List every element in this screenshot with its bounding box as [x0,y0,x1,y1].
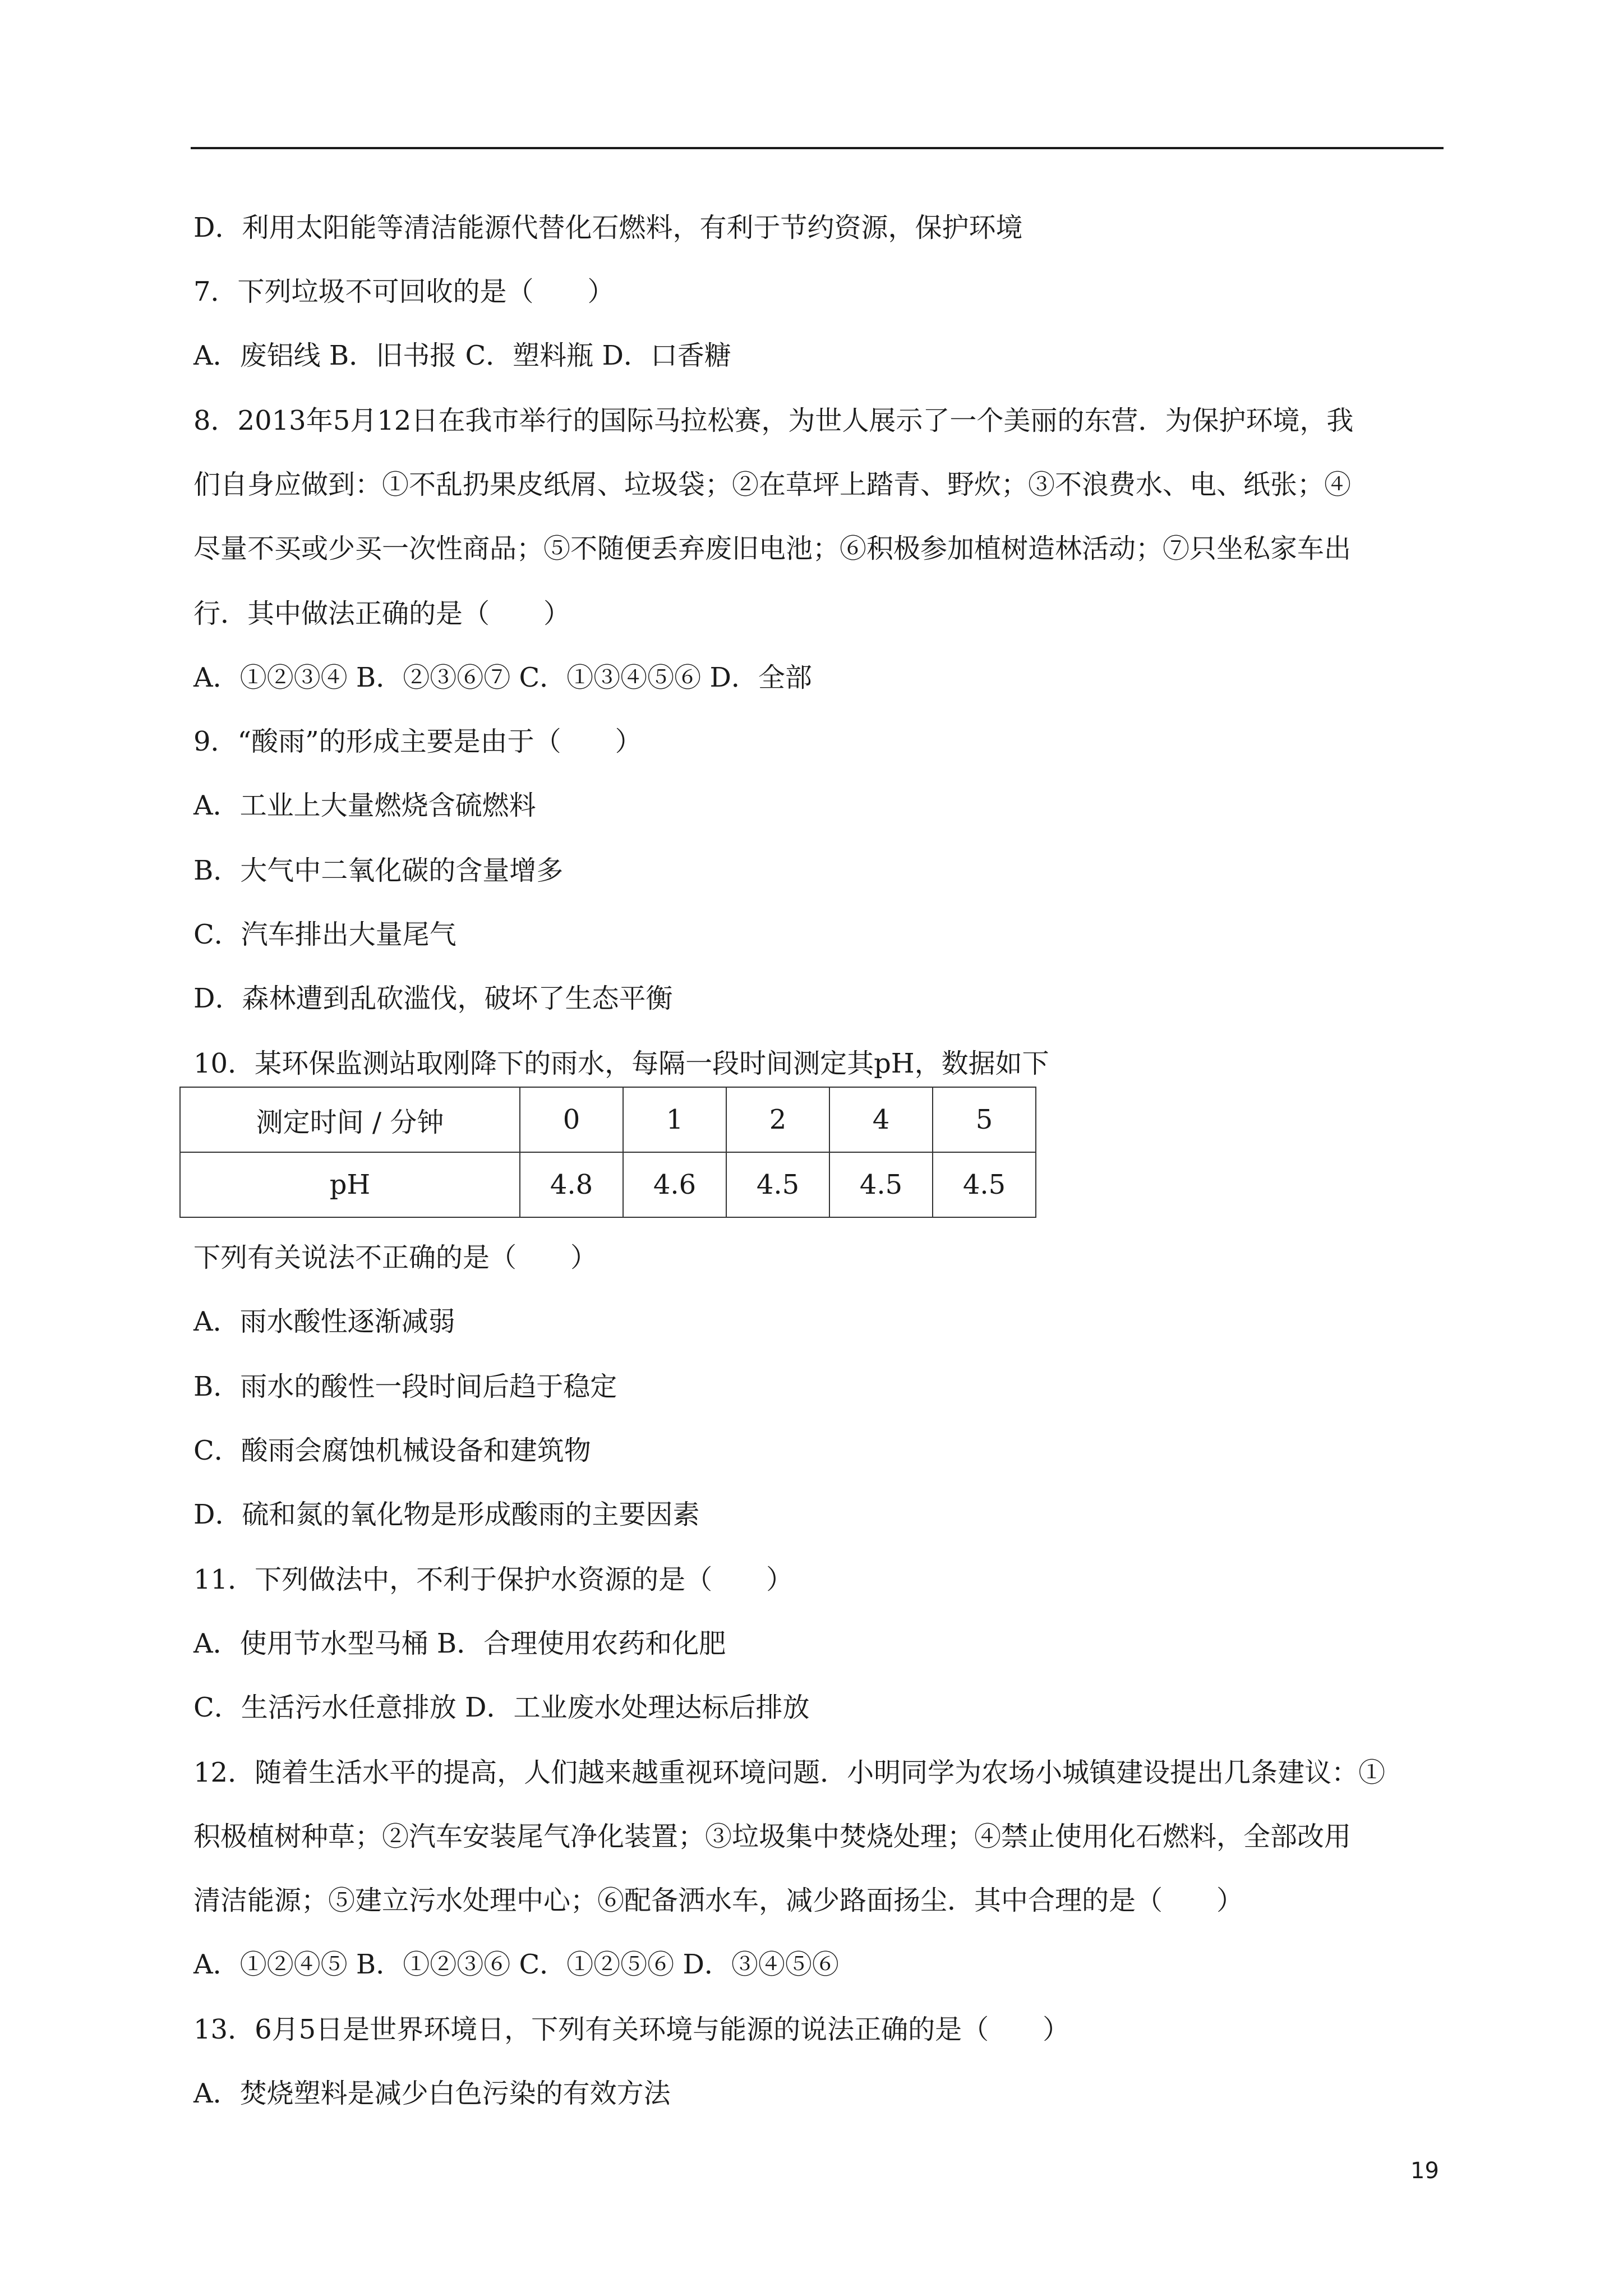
option-9b: B．大气中二氧化碳的含量增多 [193,855,564,886]
page-number: 19 [1410,2158,1439,2184]
question-8-line-2: 们自身应做到：①不乱扔果皮纸屑、垃圾袋；②在草坪上踏青、野炊；③不浪费水、电、纸张；④ [193,469,1352,500]
time-cell: 4 [829,1087,933,1152]
question-12-line-2: 积极植树种草；②汽车安装尾气净化装置；③垃圾集中焚烧处理；④禁止使用化石燃料，全部改用 [193,1821,1352,1852]
ph-cell: 4.5 [726,1152,829,1217]
options-8: A．①②③④ B．②③⑥⑦ C．①③④⑤⑥ D．全部 [193,662,812,693]
question-8-line-3: 尽量不买或少买一次性商品；⑤不随便丢弃废旧电池；⑥积极参加植树造林活动；⑦只坐私家车出 [193,533,1352,564]
option-9d: D．森林遭到乱砍滥伐，破坏了生态平衡 [193,983,673,1014]
question-13: 13．6月5日是世界环境日，下列有关环境与能源的说法正确的是（ ） [193,2014,1070,2045]
options-12: A．①②④⑤ B．①②③⑥ C．①②⑤⑥ D．③④⑤⑥ [193,1949,839,1980]
options-7: A．废铝线 B．旧书报 C．塑料瓶 D．口香糖 [193,340,731,371]
option-10b: B．雨水的酸性一段时间后趋于稳定 [193,1371,617,1402]
option-13a: A．焚烧塑料是减少白色污染的有效方法 [193,2078,671,2109]
time-cell: 0 [520,1087,623,1152]
question-9: 9．“酸雨”的形成主要是由于（ ） [193,726,642,757]
options-11-ab: A．使用节水型马桶 B．合理使用农药和化肥 [193,1628,726,1659]
question-11: 11．下列做法中，不利于保护水资源的是（ ） [193,1564,794,1595]
ph-cell: 4.5 [933,1152,1036,1217]
question-8-line-1: 8．2013年5月12日在我市举行的国际马拉松赛，为世人展示了一个美丽的东营．为保护环境，我 [193,405,1354,436]
question-7: 7．下列垃圾不可回收的是（ ） [193,276,615,307]
time-cell: 2 [726,1087,829,1152]
question-10-prompt: 下列有关说法不正确的是（ ） [193,1242,598,1273]
question-12-line-3: 清洁能源；⑤建立污水处理中心；⑥配备洒水车，减少路面扬尘．其中合理的是（ ） [193,1885,1244,1916]
row-label-ph: pH [180,1152,520,1217]
ph-cell: 4.8 [520,1152,623,1217]
question-8-line-4: 行．其中做法正确的是（ ） [193,598,571,629]
time-cell: 1 [623,1087,726,1152]
option-9a: A．工业上大量燃烧含硫燃料 [193,790,536,821]
table-row [180,1152,1036,1217]
options-11-cd: C．生活污水任意排放 D．工业废水处理达标后排放 [193,1692,810,1723]
time-cell: 5 [933,1087,1036,1152]
option-6d: D．利用太阳能等清洁能源代替化石燃料，有利于节约资源，保护环境 [193,212,1023,243]
option-10c: C．酸雨会腐蚀机械设备和建筑物 [193,1435,591,1466]
ph-cell: 4.6 [623,1152,726,1217]
option-9c: C．汽车排出大量尾气 [193,919,457,950]
row-label-time: 测定时间 / 分钟 [180,1087,520,1152]
table-row [180,1087,1036,1152]
option-10d: D．硫和氮的氧化物是形成酸雨的主要因素 [193,1499,700,1530]
question-10: 10．某环保监测站取刚降下的雨水，每隔一段时间测定其pH，数据如下 [193,1048,1049,1079]
header-rule [191,147,1444,149]
ph-cell: 4.5 [829,1152,933,1217]
ph-table [179,1087,1036,1218]
question-12-line-1: 12．随着生活水平的提高，人们越来越重视环境问题．小明同学为农场小城镇建设提出几条建议：① [193,1757,1386,1788]
option-10a: A．雨水酸性逐渐减弱 [193,1306,455,1337]
